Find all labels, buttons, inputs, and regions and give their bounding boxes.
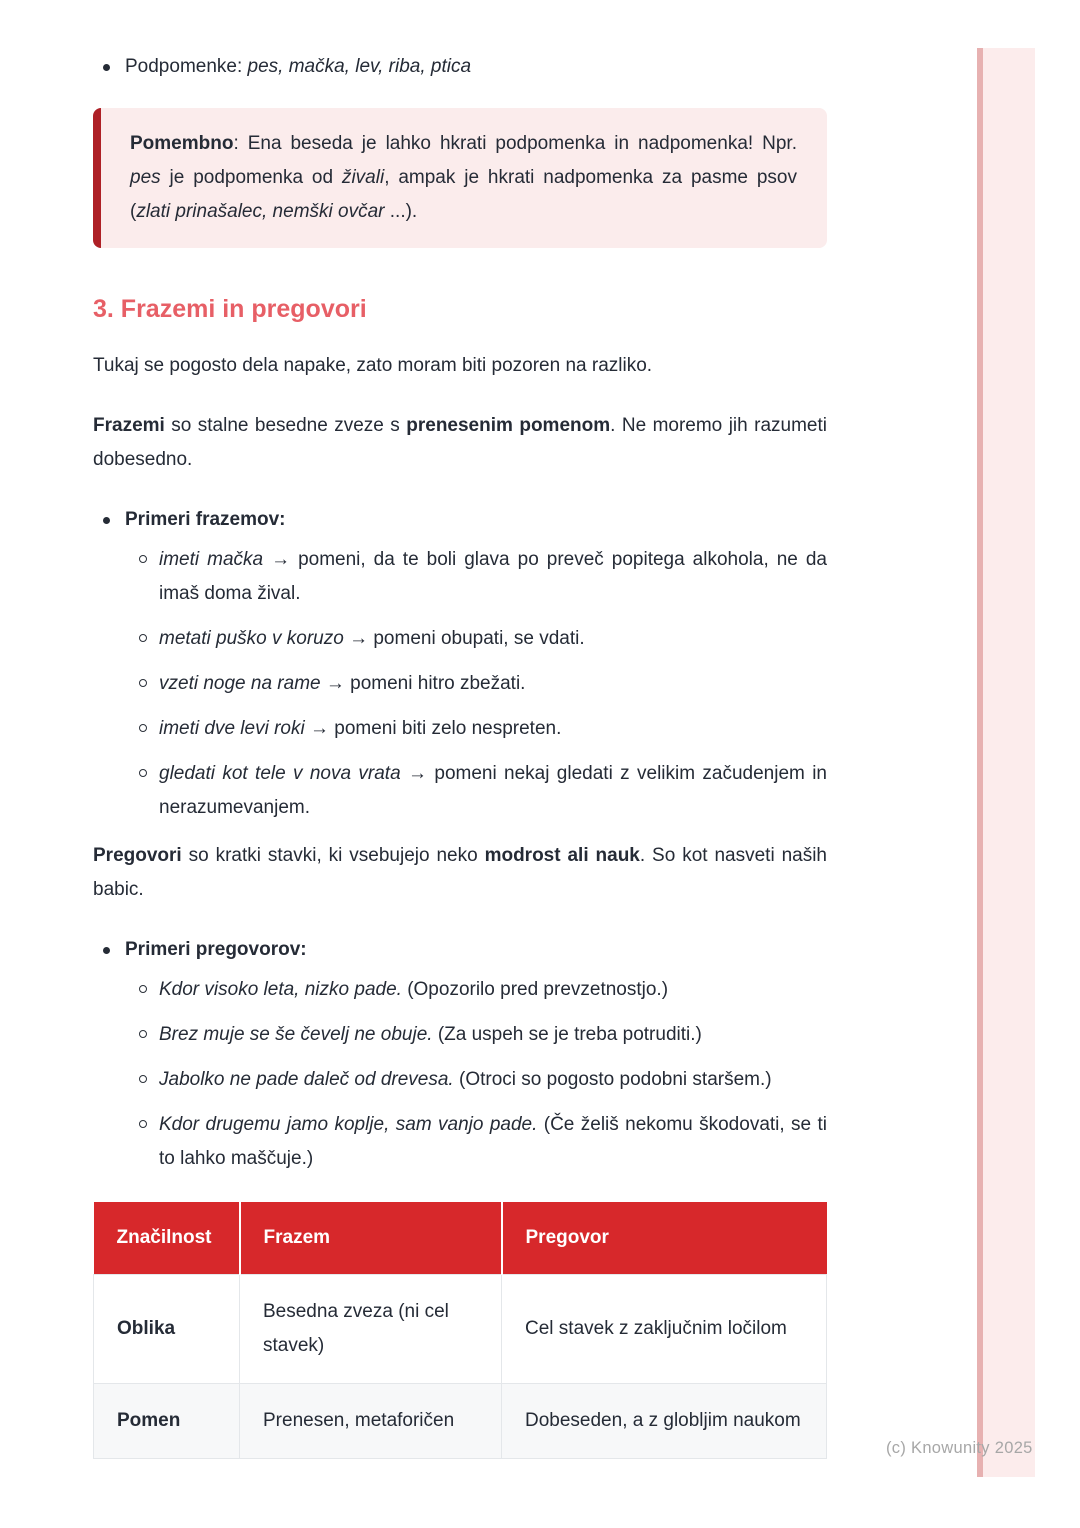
- circle-bullet-icon: [139, 1030, 147, 1038]
- podpomenke-bullet: [93, 50, 827, 84]
- circle-bullet-icon: [139, 1075, 147, 1083]
- table-row: [94, 1275, 827, 1384]
- table-cell-pregovor: Cel stavek z zaključnim ločilom: [502, 1275, 827, 1384]
- frazem-list-item: [93, 543, 827, 611]
- table-cell-pregovor: Dobeseden, a z globljim naukom: [502, 1384, 827, 1459]
- frazem-list-item: [93, 667, 827, 701]
- frazem-item-text: imeti mačka → pomeni, da te boli glava po preveč popitega alkohola, ne da imaš doma žival.: [159, 549, 827, 604]
- frazemi-examples-list: [93, 543, 827, 825]
- section-heading: 3. Frazemi in pregovori: [93, 295, 367, 323]
- table-body: [94, 1275, 827, 1459]
- table-header-frazem: Frazem: [240, 1202, 502, 1275]
- table-cell-frazem: Besedna zveza (ni cel stavek): [240, 1275, 502, 1384]
- pregovor-list-item: [93, 1108, 827, 1176]
- table-cell-frazem: Prenesen, metaforičen: [240, 1384, 502, 1459]
- watermark: (c) Knowunity 2025: [886, 1439, 1033, 1457]
- table-row: [94, 1384, 827, 1459]
- frazem-item-text: gledati kot tele v nova vrata → pomeni nekaj gledati z velikim začudenjem in nerazumevanjem.: [159, 763, 827, 818]
- document-content: [93, 50, 827, 1459]
- circle-bullet-icon: [139, 634, 147, 642]
- bullet-dot-icon: [103, 517, 110, 524]
- frazem-item-text: imeti dve levi roki → pomeni biti zelo nespreten.: [159, 718, 562, 739]
- pregovori-definition-paragraph: Pregovori so kratki stavki, ki vsebujejo neko modrost ali nauk. So kot nasveti naših babic.: [93, 845, 827, 900]
- pregovori-examples-list: [93, 973, 827, 1176]
- pregovor-item-text: Kdor visoko leta, nizko pade. (Opozorilo pred prevzetnostjo.): [159, 979, 669, 1000]
- circle-bullet-icon: [139, 769, 147, 777]
- pregovor-list-item: [93, 1018, 827, 1052]
- frazem-list-item: [93, 712, 827, 746]
- frazemi-list-title: Primeri frazemov:: [93, 503, 827, 537]
- frazem-list-item: [93, 622, 827, 656]
- intro-paragraph: Tukaj se pogosto dela napake, zato moram biti pozoren na razliko.: [93, 355, 653, 376]
- table-cell-label: Oblika: [94, 1275, 240, 1384]
- pregovor-item-text: Jabolko ne pade daleč od drevesa. (Otroci so pogosto podobni staršem.): [159, 1069, 772, 1090]
- table-header-znacilnost: Značilnost: [94, 1202, 240, 1275]
- table-header-pregovor: Pregovor: [502, 1202, 827, 1275]
- circle-bullet-icon: [139, 555, 147, 563]
- bullet-dot-icon: [103, 64, 110, 71]
- frazem-item-text: vzeti noge na rame → pomeni hitro zbežati.: [159, 673, 526, 694]
- pregovor-list-item: [93, 1063, 827, 1097]
- circle-bullet-icon: [139, 985, 147, 993]
- pregovor-list-item: [93, 973, 827, 1007]
- circle-bullet-icon: [139, 1120, 147, 1128]
- frazemi-definition-paragraph: Frazemi so stalne besedne zveze s prenesenim pomenom. Ne moremo jih razumeti dobesedno.: [93, 415, 827, 470]
- bullet-dot-icon: [103, 947, 110, 954]
- table-header-row: [94, 1202, 827, 1275]
- frazem-list-item: [93, 757, 827, 825]
- comparison-table: [93, 1202, 827, 1459]
- callout-text: Pomembno: Ena beseda je lahko hkrati podpomenka in nadpomenka! Npr. pes je podpomenka od živali, ampak je hkrati nadpomenka za pasme psov (zlati prinašalec, nemški ovčar ...).: [130, 133, 797, 222]
- pregovor-item-text: Brez muje se še čevelj ne obuje. (Za uspeh se je treba potruditi.): [159, 1024, 702, 1045]
- podpomenke-text: Podpomenke: pes, mačka, lev, riba, ptica: [125, 56, 472, 77]
- pregovori-list-title: Primeri pregovorov:: [93, 933, 827, 967]
- frazem-item-text: metati puško v koruzo → pomeni obupati, se vdati.: [159, 628, 585, 649]
- important-callout: [93, 108, 827, 248]
- circle-bullet-icon: [139, 679, 147, 687]
- circle-bullet-icon: [139, 724, 147, 732]
- pregovor-item-text: Kdor drugemu jamo koplje, sam vanjo pade. (Če želiš nekomu škodovati, se ti to lahko maščuje.): [159, 1114, 827, 1169]
- table-cell-label: Pomen: [94, 1384, 240, 1459]
- page-edge-strip: [977, 48, 1035, 1477]
